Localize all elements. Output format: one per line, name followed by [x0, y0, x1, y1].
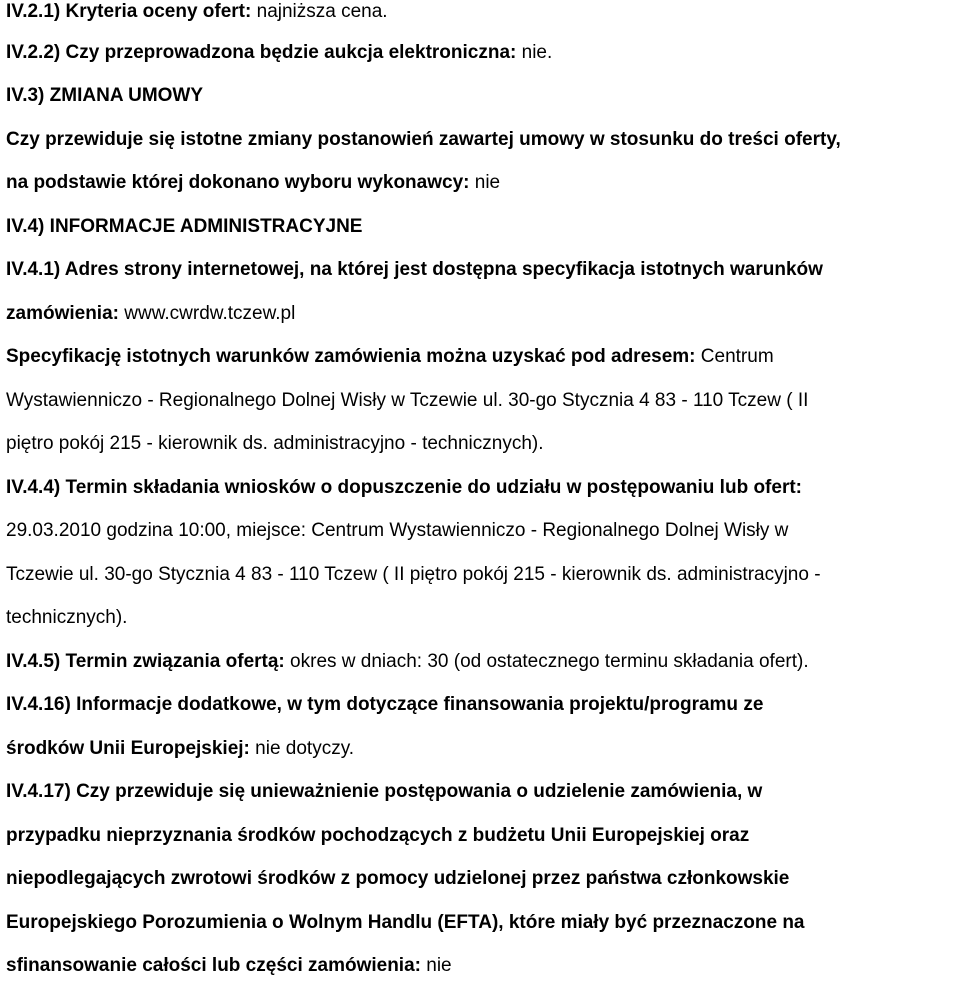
spec-address-line-2 [6, 389, 808, 413]
section-label: IV.4.4) Termin składania wniosków o dopuszczenie do udziału w postępowaniu lub ofert: [6, 477, 802, 498]
section-label: przypadku nieprzyznania środków pochodzących z budżetu Unii Europejskiej oraz [6, 825, 750, 846]
website-url: www.cwrdw.tczew.pl [118, 303, 296, 324]
section-label: IV.4.5) Termin związania ofertą: [6, 651, 285, 672]
section-label: środków Unii Europejskiej: [6, 738, 250, 759]
section-label: IV.4.16) Informacje dodatkowe, w tym dotyczące finansowania projektu/programu ze [6, 694, 764, 715]
annulment-line-4 [6, 911, 805, 935]
website-line-1 [6, 258, 823, 282]
section-label: sfinansowanie całości lub części zamówienia: [6, 955, 421, 976]
section-label: IV.4.1) Adres strony internetowej, na której jest dostępna specyfikacja istotnych warunków [6, 259, 823, 280]
auction-line [6, 41, 552, 65]
section-label: IV.2.1) Kryteria oceny ofert: [6, 1, 252, 22]
section-label: Specyfikację istotnych warunków zamówienia można uzyskać pod adresem: [6, 346, 696, 367]
criteria-line [6, 0, 388, 24]
additional-info-line-1 [6, 693, 763, 717]
section-value: Centrum [695, 346, 774, 367]
section-value: najniższa cena. [251, 1, 388, 22]
deadline-line-1 [6, 519, 788, 543]
additional-info-line-2 [6, 737, 354, 761]
section-value: nie. [516, 42, 553, 63]
section-value: nie [420, 955, 452, 976]
section-heading: IV.4) INFORMACJE ADMINISTRACYJNE [6, 216, 363, 237]
section-value: 29.03.2010 godzina 10:00, miejsce: Centrum Wystawienniczo - Regionalnego Dolnej Wisły w [6, 520, 789, 541]
section-value: nie dotyczy. [249, 738, 355, 759]
annulment-line-5 [6, 954, 452, 978]
section-value: Tczewie ul. 30-go Stycznia 4 83 - 110 Tczew ( II piętro pokój 215 - kierownik ds. administracyjno - [6, 564, 821, 585]
spec-address-line-1 [6, 345, 774, 369]
section-heading: IV.3) ZMIANA UMOWY [6, 85, 204, 106]
section-label: IV.2.2) Czy przeprowadzona będzie aukcja elektroniczna: [6, 42, 517, 63]
section-label: IV.4.17) Czy przewiduje się unieważnienie postępowania o udzielenie zamówienia, w [6, 781, 763, 802]
annulment-line-3 [6, 867, 789, 891]
deadline-line-3 [6, 606, 127, 630]
answer-value: nie [469, 172, 501, 193]
section-value: piętro pokój 215 - kierownik ds. administracyjno - technicznych). [6, 433, 544, 454]
section-value: technicznych). [6, 607, 128, 628]
section-value: Wystawienniczo - Regionalnego Dolnej Wisły w Tczewie ul. 30-go Stycznia 4 83 - 110 Tczew ( II [6, 390, 809, 411]
contract-changes-heading [6, 84, 203, 108]
section-label: zamówienia: [6, 303, 119, 324]
annulment-line-1 [6, 780, 762, 804]
deadline-line-2 [6, 563, 821, 587]
deadline-heading [6, 476, 802, 500]
contract-changes-question-line-2 [6, 171, 500, 195]
section-label: niepodlegających zwrotowi środków z pomocy udzielonej przez państwa członkowskie [6, 868, 790, 889]
contract-changes-question-line-1 [6, 128, 841, 152]
section-value: okres w dniach: 30 (od ostatecznego terminu składania ofert). [284, 651, 809, 672]
annulment-line-2 [6, 824, 749, 848]
section-label: Europejskiego Porozumienia o Wolnym Handlu (EFTA), które miały być przeznaczone na [6, 912, 805, 933]
spec-address-line-3 [6, 432, 544, 456]
binding-period-line [6, 650, 809, 674]
website-line-2 [6, 302, 295, 326]
question-text: Czy przewiduje się istotne zmiany postanowień zawartej umowy w stosunku do treści oferty, [6, 129, 841, 150]
admin-info-heading [6, 215, 362, 239]
question-text: na podstawie której dokonano wyboru wykonawcy: [6, 172, 470, 193]
